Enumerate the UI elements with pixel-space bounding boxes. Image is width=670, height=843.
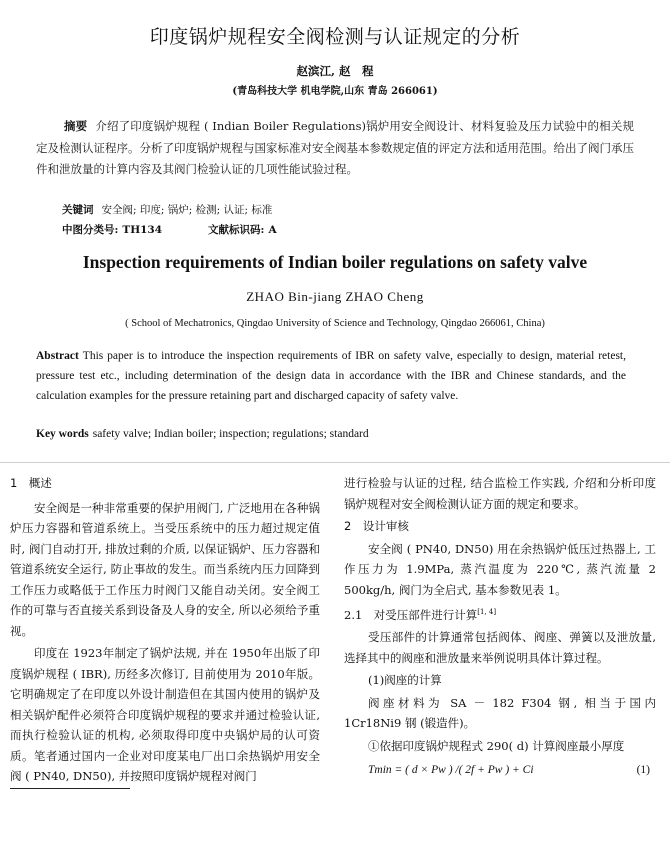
footnote-rule [10, 788, 130, 789]
section-2-1-title: 2.1 对受压部件进行计算 [344, 607, 478, 622]
classification-cn [62, 222, 277, 237]
keywords-en [36, 428, 369, 440]
paper-title-en: Inspection requirements of Indian boiler regulations on safety valve [82, 252, 588, 272]
abstract-en [36, 346, 626, 406]
affiliation-en: ( School of Mechatronics, Qingdao University of Science and Technology, Qingdao 266061, China) [125, 318, 545, 329]
doc-code-label: 文献标识码: [208, 224, 265, 236]
section-2-paragraph: 安全阀 ( PN40, DN50) 用在余热锅炉低压过热器上, 工作压力为 1.9MPa, 蒸汽温度为 220℃, 蒸汽流量 2 500kg/h, 阀门为全启式, 基本参数见表 1。 [344, 541, 656, 597]
paper-title-cn: 印度锅炉规程安全阀检测与认证规定的分析 [149, 26, 521, 48]
section-2-1-paragraph: 受压部件的计算通常包括阀体、阀座、弹簧以及泄放量, 选择其中的阀座和泄放量来举例说明具体计算过程。 [344, 630, 656, 665]
section-1-heading: 1 概述 [10, 476, 52, 490]
authors-en: ZHAO Bin-jiang ZHAO Cheng [246, 289, 424, 304]
citation-ref: [1, 4] [477, 608, 497, 616]
equation-1 [344, 760, 656, 782]
left-column [10, 473, 320, 789]
section-2-heading: 2 设计审核 [344, 519, 409, 533]
classification-value: TH134 [122, 224, 163, 236]
equation-number: (1) [636, 764, 650, 777]
abstract-cn-label: 摘要 [64, 119, 88, 133]
right-column [344, 473, 656, 782]
keywords-en-label: Key words [36, 428, 89, 440]
calc-paragraph: ①依据印度锅炉规程式 290( d) 计算阀座最小厚度 [368, 738, 625, 753]
keywords-cn-label: 关键词 [62, 204, 94, 216]
authors-cn: 赵滨江, 赵 程 [296, 64, 374, 78]
keywords-cn-text: 安全阀; 印度; 锅炉; 检测; 认证; 标准 [101, 204, 273, 216]
equation-formula: Tmin = ( d × Pw ) /( 2f + Pw ) + Ci [368, 764, 534, 777]
abstract-en-text: This paper is to introduce the inspection requirements of IBR on safety valve, especially to design, material retest, pressure test etc., including determination of the design data in accordance with the IBR and Chinese standards, and the calculation examples for the pressure retaining part and discharged capacity of safety valve. [36, 350, 626, 402]
section-2-1-heading [344, 602, 656, 625]
left-paragraph-2: 印度在 1923年制定了锅炉法规, 并在 1950年出版了印度锅炉规程 ( IBR), 历经多次修订, 目前使用为 2010年版。它明确规定了在印度以外设计制造但在其国内使用的锅炉及相关锅炉配件必须符合印度锅炉规程的要求并通过检验认证, 而执行检验认证的机构, 必须取得印度中央锅炉局的认可资质。笔者通过国内一企业对印度某电厂出口余热锅炉用安全阀 ( PN40, DN50), 并按照印度锅炉规程对阀门 [10, 646, 320, 783]
keywords-en-text: safety valve; Indian boiler; inspection; regulations; standard [92, 428, 369, 440]
material-paragraph: 阀座材料为 SA － 182 F304 钢, 相当于国内 1Cr18Ni9 钢 (锻造件)。 [344, 695, 656, 731]
abstract-en-label: Abstract [36, 350, 79, 362]
subsection-seat-calc: (1)阀座的计算 [368, 673, 442, 688]
affiliation-cn: (青岛科技大学 机电学院,山东 青岛 266061) [232, 86, 438, 97]
left-paragraph-1: 安全阀是一种非常重要的保护用阀门, 广泛地用在各种锅炉压力容器和管道系统上。当受压系统中的压力超过规定值时, 阀门自动打开, 排放过剩的介质, 以保证锅炉、压力容器和管道系统安全运行, 防止事故的发生。而当系统内压力回降到工作压力或略低于工作压力时阀门又能自动关闭。安全阀工作的可靠与否直接关系到设备及人身的安全, 所以必须给予重视。 [10, 500, 320, 638]
abstract-cn [36, 116, 634, 181]
right-intro-paragraph: 进行检验与认证的过程, 结合监检工作实践, 介绍和分析印度锅炉规程对安全阀检测认证方面的规定和要求。 [344, 476, 656, 511]
abstract-cn-text: 介绍了印度锅炉规程 ( Indian Boiler Regulations)锅炉用安全阀设计、材料复验及压力试验中的相关规定及检测认证程序。分析了印度锅炉规程与国家标准对安全阀基本参数规定值的评定方法和适用范围。给出了阀门承压件和泄放量的计算内容及其阀门检验认证的几项性能试验过程。 [36, 119, 634, 176]
keywords-cn [62, 202, 272, 217]
section-divider [0, 462, 670, 463]
doc-code-value: A [268, 224, 277, 236]
classification-label: 中图分类号: [62, 224, 119, 236]
